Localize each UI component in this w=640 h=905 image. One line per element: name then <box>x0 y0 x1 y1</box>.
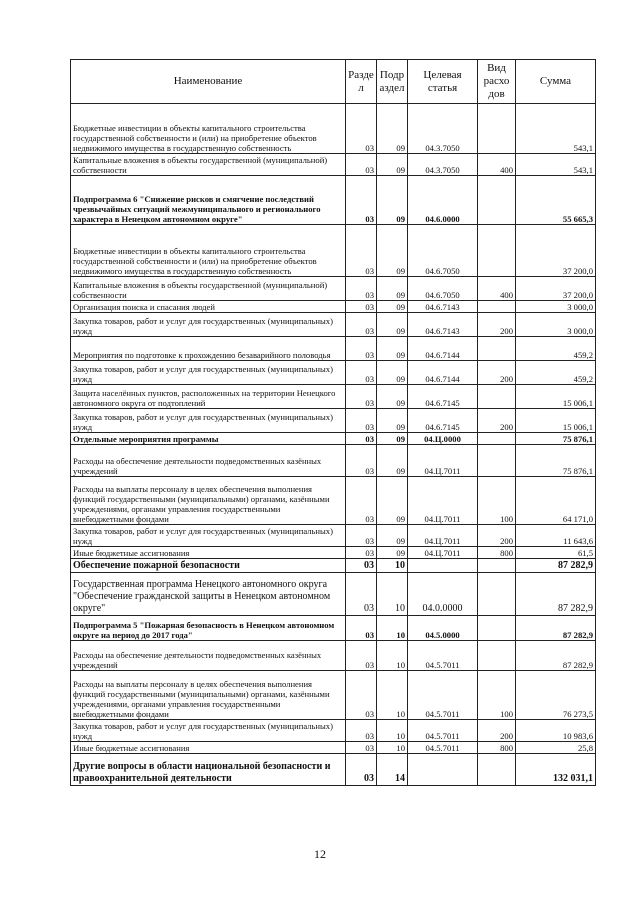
row-name: Закупка товаров, работ и услуг для государственных (муниципальных) нужд <box>71 720 346 742</box>
row-sum: 87 282,9 <box>516 616 596 641</box>
row-name: Организация поиска и спасания людей <box>71 301 346 313</box>
row-section: 03 <box>346 742 377 754</box>
row-section: 03 <box>346 154 377 176</box>
row-type <box>478 433 516 445</box>
table-row <box>71 754 596 786</box>
row-target: 04.6.7143 <box>408 301 478 313</box>
row-sum: 132 031,1 <box>516 754 596 786</box>
header-section: Разде л <box>346 60 377 104</box>
row-type: 200 <box>478 525 516 547</box>
row-name: Мероприятия по подготовке к прохождению безаварийного половодья <box>71 337 346 361</box>
table-row <box>71 313 596 337</box>
row-subsection: 10 <box>377 720 408 742</box>
row-name: Обеспечение пожарной безопасности <box>71 559 346 573</box>
row-section: 03 <box>346 337 377 361</box>
row-sum: 75 876,1 <box>516 433 596 445</box>
row-target: 04.Ц.7011 <box>408 477 478 525</box>
row-type <box>478 559 516 573</box>
row-type <box>478 176 516 225</box>
row-subsection: 09 <box>377 176 408 225</box>
row-sum: 3 000,0 <box>516 301 596 313</box>
budget-table <box>70 59 596 786</box>
row-name: Закупка товаров, работ и услуг для государственных (муниципальных) нужд <box>71 361 346 385</box>
table-row <box>71 720 596 742</box>
table-row <box>71 641 596 671</box>
header-target: Целевая статья <box>408 60 478 104</box>
row-section: 03 <box>346 104 377 154</box>
row-target: 04.6.7145 <box>408 385 478 409</box>
row-type: 200 <box>478 361 516 385</box>
row-subsection: 09 <box>377 313 408 337</box>
row-type <box>478 641 516 671</box>
table-row <box>71 547 596 559</box>
row-section: 03 <box>346 313 377 337</box>
row-subsection: 09 <box>377 525 408 547</box>
row-type <box>478 385 516 409</box>
row-target: 04.6.7144 <box>408 337 478 361</box>
row-name: Отдельные мероприятия программы <box>71 433 346 445</box>
row-name: Другие вопросы в области национальной безопасности и правоохранительной деятельности <box>71 754 346 786</box>
page-number: 12 <box>314 847 326 861</box>
row-section: 03 <box>346 361 377 385</box>
table-row <box>71 277 596 301</box>
row-section: 03 <box>346 616 377 641</box>
table-row <box>71 433 596 445</box>
row-sum: 75 876,1 <box>516 445 596 477</box>
row-section: 03 <box>346 547 377 559</box>
table-row <box>71 337 596 361</box>
row-type <box>478 573 516 616</box>
row-section: 03 <box>346 641 377 671</box>
row-type: 100 <box>478 477 516 525</box>
header-type: Вид расхо дов <box>478 60 516 104</box>
row-type <box>478 445 516 477</box>
row-subsection: 10 <box>377 616 408 641</box>
row-subsection: 09 <box>377 154 408 176</box>
row-sum: 543,1 <box>516 104 596 154</box>
row-name: Подпрограмма 5 "Пожарная безопасность в Ненецком автономном округе на период до 2017 года" <box>71 616 346 641</box>
row-name: Закупка товаров, работ и услуг для государственных (муниципальных) нужд <box>71 525 346 547</box>
row-sum: 543,1 <box>516 154 596 176</box>
row-sum: 37 200,0 <box>516 225 596 277</box>
row-section: 03 <box>346 671 377 720</box>
table-row <box>71 409 596 433</box>
table-row <box>71 301 596 313</box>
row-subsection: 10 <box>377 641 408 671</box>
table-row <box>71 361 596 385</box>
row-target: 04.5.7011 <box>408 742 478 754</box>
row-section: 03 <box>346 225 377 277</box>
table-row <box>71 154 596 176</box>
row-section: 03 <box>346 754 377 786</box>
row-target: 04.Ц.7011 <box>408 547 478 559</box>
row-type <box>478 337 516 361</box>
row-section: 03 <box>346 720 377 742</box>
row-sum: 87 282,9 <box>516 559 596 573</box>
row-sum: 87 282,9 <box>516 573 596 616</box>
row-type: 400 <box>478 154 516 176</box>
row-type <box>478 754 516 786</box>
table-row <box>71 385 596 409</box>
row-target: 04.5.7011 <box>408 720 478 742</box>
row-subsection: 10 <box>377 671 408 720</box>
row-name: Расходы на обеспечение деятельности подведомственных казённых учреждений <box>71 445 346 477</box>
table-row <box>71 445 596 477</box>
row-subsection: 14 <box>377 754 408 786</box>
row-name: Иные бюджетные ассигнования <box>71 742 346 754</box>
row-name: Закупка товаров, работ и услуг для государственных (муниципальных) нужд <box>71 313 346 337</box>
row-subsection: 09 <box>377 301 408 313</box>
row-sum: 25,8 <box>516 742 596 754</box>
row-type: 200 <box>478 409 516 433</box>
row-subsection: 09 <box>377 277 408 301</box>
row-section: 03 <box>346 477 377 525</box>
row-target: 04.6.7050 <box>408 225 478 277</box>
row-name: Капитальные вложения в объекты государственной (муниципальной) собственности <box>71 154 346 176</box>
row-subsection: 09 <box>377 477 408 525</box>
row-type <box>478 225 516 277</box>
row-target: 04.Ц.7011 <box>408 525 478 547</box>
row-sum: 15 006,1 <box>516 385 596 409</box>
row-target: 04.6.7144 <box>408 361 478 385</box>
header-sum: Сумма <box>516 60 596 104</box>
row-name: Бюджетные инвестиции в объекты капитального строительства государственной собственности и (или) на приобретение объектов недвижимого имущества в государственную собственность <box>71 104 346 154</box>
row-subsection: 09 <box>377 547 408 559</box>
row-subsection: 09 <box>377 104 408 154</box>
row-section: 03 <box>346 445 377 477</box>
row-section: 03 <box>346 573 377 616</box>
row-target: 04.6.7143 <box>408 313 478 337</box>
row-name: Государственная программа Ненецкого автономного округа "Обеспечение гражданской защиты в Ненецком автономном округе" <box>71 573 346 616</box>
row-section: 03 <box>346 559 377 573</box>
table-header-row <box>71 60 596 104</box>
row-sum: 459,2 <box>516 361 596 385</box>
row-sum: 3 000,0 <box>516 313 596 337</box>
row-name: Закупка товаров, работ и услуг для государственных (муниципальных) нужд <box>71 409 346 433</box>
row-section: 03 <box>346 409 377 433</box>
row-type <box>478 104 516 154</box>
row-sum: 61,5 <box>516 547 596 559</box>
row-name: Расходы на выплаты персоналу в целях обеспечения выполнения функций государственными (муниципальными) органами, казёнными учреждениями, органами управления государственными внебюджетными фондами <box>71 477 346 525</box>
row-subsection: 09 <box>377 445 408 477</box>
table-row <box>71 477 596 525</box>
row-target: 04.5.7011 <box>408 671 478 720</box>
row-subsection: 09 <box>377 433 408 445</box>
row-type: 200 <box>478 720 516 742</box>
table-row <box>71 225 596 277</box>
row-type: 200 <box>478 313 516 337</box>
table-row <box>71 104 596 154</box>
table-row <box>71 671 596 720</box>
row-target: 04.5.0000 <box>408 616 478 641</box>
row-type: 100 <box>478 671 516 720</box>
table-row <box>71 742 596 754</box>
row-name: Расходы на выплаты персоналу в целях обеспечения выполнения функций государственными (муниципальными) органами, казёнными учреждениями, органами управления государственными внебюджетными фондами <box>71 671 346 720</box>
row-target: 04.5.7011 <box>408 641 478 671</box>
row-type <box>478 616 516 641</box>
row-subsection: 10 <box>377 559 408 573</box>
row-sum: 459,2 <box>516 337 596 361</box>
header-subsection: Подр аздел <box>377 60 408 104</box>
row-subsection: 09 <box>377 337 408 361</box>
row-subsection: 09 <box>377 225 408 277</box>
row-section: 03 <box>346 277 377 301</box>
row-subsection: 09 <box>377 361 408 385</box>
table-row <box>71 176 596 225</box>
row-section: 03 <box>346 385 377 409</box>
row-sum: 64 171,0 <box>516 477 596 525</box>
row-sum: 87 282,9 <box>516 641 596 671</box>
row-section: 03 <box>346 301 377 313</box>
row-name: Защита населённых пунктов, расположенных на территории Ненецкого автономного округа от подтоплений <box>71 385 346 409</box>
row-target: 04.6.7050 <box>408 277 478 301</box>
row-section: 03 <box>346 176 377 225</box>
row-name: Расходы на обеспечение деятельности подведомственных казённых учреждений <box>71 641 346 671</box>
row-name: Иные бюджетные ассигнования <box>71 547 346 559</box>
row-section: 03 <box>346 433 377 445</box>
row-sum: 76 273,5 <box>516 671 596 720</box>
row-name: Подпрограмма 6 "Снижение рисков и смягчение последствий чрезвычайных ситуаций межмуниципального и регионального характера в Ненецком автономном округе" <box>71 176 346 225</box>
table-row <box>71 616 596 641</box>
row-target: 04.3.7050 <box>408 104 478 154</box>
table-row <box>71 525 596 547</box>
table-row <box>71 559 596 573</box>
header-name: Наименование <box>71 60 346 104</box>
row-target: 04.6.0000 <box>408 176 478 225</box>
row-sum: 10 983,6 <box>516 720 596 742</box>
row-target <box>408 754 478 786</box>
row-subsection: 10 <box>377 573 408 616</box>
table-row <box>71 573 596 616</box>
row-subsection: 10 <box>377 742 408 754</box>
row-section: 03 <box>346 525 377 547</box>
row-target <box>408 559 478 573</box>
row-type: 800 <box>478 742 516 754</box>
row-target: 04.0.0000 <box>408 573 478 616</box>
row-sum: 11 643,6 <box>516 525 596 547</box>
row-target: 04.Ц.0000 <box>408 433 478 445</box>
row-type: 800 <box>478 547 516 559</box>
row-name: Бюджетные инвестиции в объекты капитального строительства государственной собственности и (или) на приобретение объектов недвижимого имущества в государственную собственность <box>71 225 346 277</box>
row-sum: 55 665,3 <box>516 176 596 225</box>
row-target: 04.Ц.7011 <box>408 445 478 477</box>
row-sum: 15 006,1 <box>516 409 596 433</box>
row-subsection: 09 <box>377 409 408 433</box>
row-subsection: 09 <box>377 385 408 409</box>
row-type <box>478 301 516 313</box>
row-target: 04.3.7050 <box>408 154 478 176</box>
row-target: 04.6.7145 <box>408 409 478 433</box>
row-name: Капитальные вложения в объекты государственной (муниципальной) собственности <box>71 277 346 301</box>
row-sum: 37 200,0 <box>516 277 596 301</box>
row-type: 400 <box>478 277 516 301</box>
